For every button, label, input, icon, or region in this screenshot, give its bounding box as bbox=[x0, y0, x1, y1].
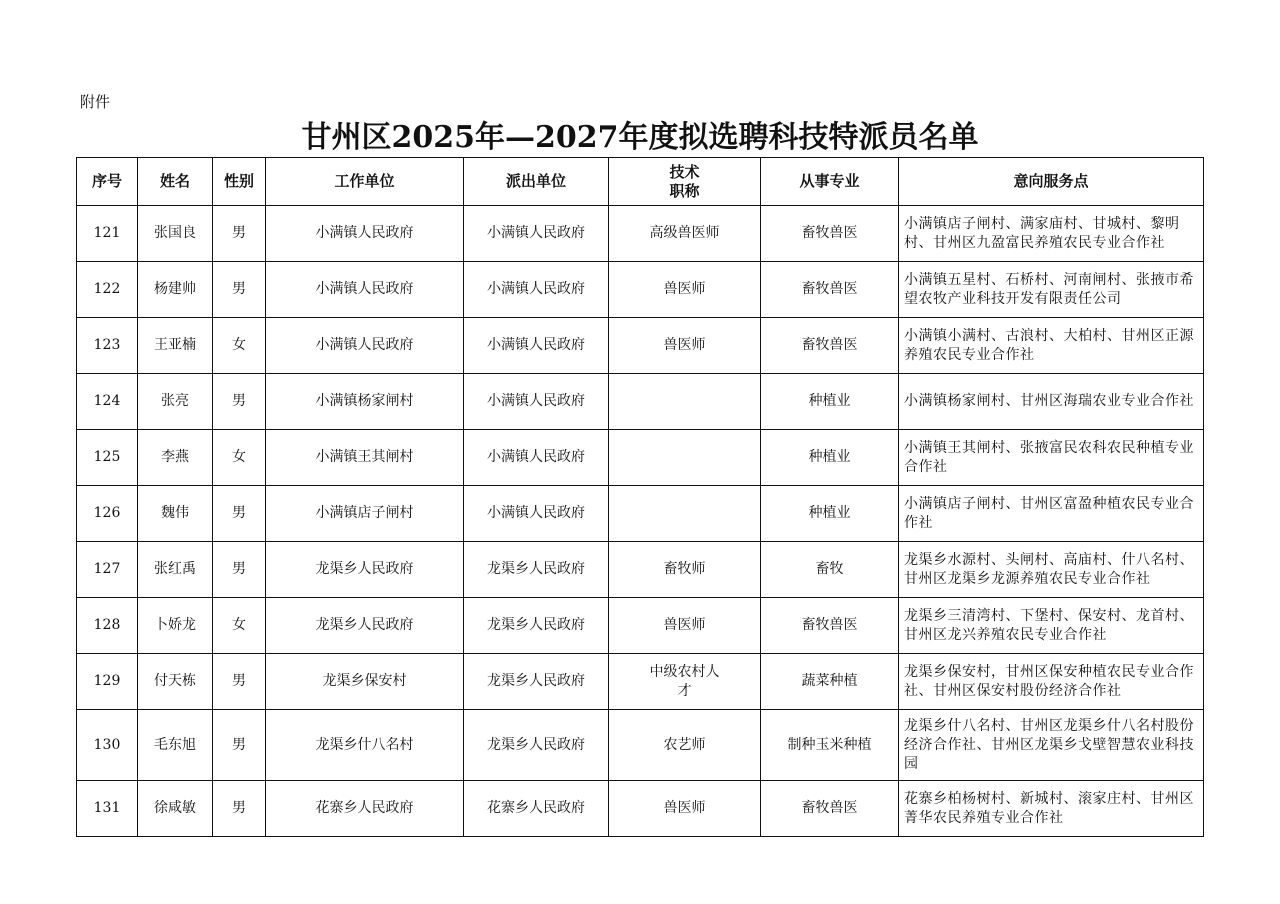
cell-name: 卜娇龙 bbox=[138, 598, 213, 654]
table-row bbox=[77, 318, 1204, 374]
cell-no: 121 bbox=[77, 206, 138, 262]
cell-specialty: 种植业 bbox=[761, 374, 899, 430]
cell-specialty: 畜牧兽医 bbox=[761, 262, 899, 318]
cell-technical-title: 中级农村人才 bbox=[609, 654, 761, 710]
cell-no: 130 bbox=[77, 710, 138, 781]
cell-dispatch-unit: 龙渠乡人民政府 bbox=[464, 598, 609, 654]
cell-dispatch-unit: 龙渠乡人民政府 bbox=[464, 654, 609, 710]
cell-dispatch-unit: 小满镇人民政府 bbox=[464, 486, 609, 542]
cell-specialty: 畜牧兽医 bbox=[761, 598, 899, 654]
cell-name: 毛东旭 bbox=[138, 710, 213, 781]
header-technical-title bbox=[609, 158, 761, 206]
cell-no: 123 bbox=[77, 318, 138, 374]
header-work-unit: 工作单位 bbox=[266, 158, 464, 206]
table-row bbox=[77, 654, 1204, 710]
cell-work-unit: 龙渠乡什八名村 bbox=[266, 710, 464, 781]
header-no: 序号 bbox=[77, 158, 138, 206]
table-body bbox=[77, 206, 1204, 837]
header-service-points: 意向服务点 bbox=[899, 158, 1204, 206]
cell-name: 魏伟 bbox=[138, 486, 213, 542]
header-name: 姓名 bbox=[138, 158, 213, 206]
cell-service-points: 龙渠乡什八名村、甘州区龙渠乡什八名村股份经济合作社、甘州区龙渠乡戈壁智慧农业科技园 bbox=[899, 710, 1204, 781]
cell-technical-title bbox=[609, 486, 761, 542]
cell-technical-title bbox=[609, 430, 761, 486]
table-row bbox=[77, 542, 1204, 598]
cell-gender: 男 bbox=[213, 542, 266, 598]
cell-dispatch-unit: 龙渠乡人民政府 bbox=[464, 542, 609, 598]
cell-gender: 男 bbox=[213, 486, 266, 542]
cell-service-points: 龙渠乡三清湾村、下堡村、保安村、龙首村、甘州区龙兴养殖农民专业合作社 bbox=[899, 598, 1204, 654]
cell-dispatch-unit: 小满镇人民政府 bbox=[464, 206, 609, 262]
cell-work-unit: 小满镇店子闸村 bbox=[266, 486, 464, 542]
header-dispatch-unit: 派出单位 bbox=[464, 158, 609, 206]
cell-name: 张红禹 bbox=[138, 542, 213, 598]
cell-gender: 男 bbox=[213, 374, 266, 430]
cell-dispatch-unit: 小满镇人民政府 bbox=[464, 318, 609, 374]
cell-no: 122 bbox=[77, 262, 138, 318]
table-row bbox=[77, 206, 1204, 262]
cell-name: 付天栋 bbox=[138, 654, 213, 710]
cell-work-unit: 小满镇人民政府 bbox=[266, 318, 464, 374]
cell-gender: 女 bbox=[213, 430, 266, 486]
cell-technical-title: 畜牧师 bbox=[609, 542, 761, 598]
cell-name: 徐咸敏 bbox=[138, 781, 213, 837]
table-row bbox=[77, 374, 1204, 430]
cell-dispatch-unit: 小满镇人民政府 bbox=[464, 430, 609, 486]
cell-gender: 女 bbox=[213, 318, 266, 374]
cell-work-unit: 花寨乡人民政府 bbox=[266, 781, 464, 837]
cell-service-points: 小满镇店子闸村、满家庙村、甘城村、黎明村、甘州区九盈富民养殖农民专业合作社 bbox=[899, 206, 1204, 262]
cell-dispatch-unit: 龙渠乡人民政府 bbox=[464, 710, 609, 781]
table-row bbox=[77, 262, 1204, 318]
cell-technical-title: 高级兽医师 bbox=[609, 206, 761, 262]
cell-specialty: 畜牧兽医 bbox=[761, 781, 899, 837]
cell-name: 李燕 bbox=[138, 430, 213, 486]
cell-name: 杨建帅 bbox=[138, 262, 213, 318]
cell-specialty: 畜牧 bbox=[761, 542, 899, 598]
cell-technical-title: 兽医师 bbox=[609, 318, 761, 374]
cell-dispatch-unit: 花寨乡人民政府 bbox=[464, 781, 609, 837]
cell-gender: 男 bbox=[213, 206, 266, 262]
cell-no: 127 bbox=[77, 542, 138, 598]
cell-specialty: 蔬菜种植 bbox=[761, 654, 899, 710]
cell-work-unit: 龙渠乡保安村 bbox=[266, 654, 464, 710]
header-title-line2: 职称 bbox=[669, 181, 700, 200]
table-row bbox=[77, 710, 1204, 781]
cell-name: 王亚楠 bbox=[138, 318, 213, 374]
cell-work-unit: 小满镇杨家闸村 bbox=[266, 374, 464, 430]
roster-table bbox=[76, 157, 1204, 837]
cell-no: 124 bbox=[77, 374, 138, 430]
cell-work-unit: 龙渠乡人民政府 bbox=[266, 598, 464, 654]
cell-gender: 女 bbox=[213, 598, 266, 654]
cell-technical-title: 兽医师 bbox=[609, 262, 761, 318]
cell-no: 129 bbox=[77, 654, 138, 710]
header-gender: 性别 bbox=[213, 158, 266, 206]
cell-service-points: 小满镇小满村、古浪村、大柏村、甘州区正源养殖农民专业合作社 bbox=[899, 318, 1204, 374]
cell-no: 128 bbox=[77, 598, 138, 654]
cell-service-points: 小满镇店子闸村、甘州区富盈种植农民专业合作社 bbox=[899, 486, 1204, 542]
header-specialty: 从事专业 bbox=[761, 158, 899, 206]
cell-specialty: 种植业 bbox=[761, 430, 899, 486]
cell-no: 131 bbox=[77, 781, 138, 837]
cell-name: 张国良 bbox=[138, 206, 213, 262]
cell-dispatch-unit: 小满镇人民政府 bbox=[464, 374, 609, 430]
cell-service-points: 龙渠乡水源村、头闸村、高庙村、什八名村、甘州区龙渠乡龙源养殖农民专业合作社 bbox=[899, 542, 1204, 598]
cell-specialty: 畜牧兽医 bbox=[761, 318, 899, 374]
cell-no: 125 bbox=[77, 430, 138, 486]
cell-service-points: 小满镇杨家闸村、甘州区海瑞农业专业合作社 bbox=[899, 374, 1204, 430]
cell-work-unit: 龙渠乡人民政府 bbox=[266, 542, 464, 598]
cell-technical-title bbox=[609, 374, 761, 430]
cell-name: 张亮 bbox=[138, 374, 213, 430]
table-header-row bbox=[77, 158, 1204, 206]
cell-specialty: 制种玉米种植 bbox=[761, 710, 899, 781]
table-row bbox=[77, 598, 1204, 654]
cell-work-unit: 小满镇王其闸村 bbox=[266, 430, 464, 486]
cell-gender: 男 bbox=[213, 781, 266, 837]
attachment-label: 附件 bbox=[80, 93, 111, 111]
cell-technical-title: 农艺师 bbox=[609, 710, 761, 781]
cell-dispatch-unit: 小满镇人民政府 bbox=[464, 262, 609, 318]
cell-work-unit: 小满镇人民政府 bbox=[266, 206, 464, 262]
cell-gender: 男 bbox=[213, 710, 266, 781]
cell-service-points: 花寨乡柏杨树村、新城村、滚家庄村、甘州区菁华农民养殖专业合作社 bbox=[899, 781, 1204, 837]
table-row bbox=[77, 430, 1204, 486]
cell-service-points: 小满镇五星村、石桥村、河南闸村、张掖市希望农牧产业科技开发有限责任公司 bbox=[899, 262, 1204, 318]
header-title-line1: 技术 bbox=[669, 162, 700, 181]
cell-technical-title: 兽医师 bbox=[609, 598, 761, 654]
cell-service-points: 龙渠乡保安村，甘州区保安种植农民专业合作社、甘州区保安村股份经济合作社 bbox=[899, 654, 1204, 710]
table-row bbox=[77, 486, 1204, 542]
table-row bbox=[77, 781, 1204, 837]
cell-technical-title: 兽医师 bbox=[609, 781, 761, 837]
cell-gender: 男 bbox=[213, 262, 266, 318]
cell-gender: 男 bbox=[213, 654, 266, 710]
cell-specialty: 畜牧兽医 bbox=[761, 206, 899, 262]
document-title: 甘州区2025年—2027年度拟选聘科技特派员名单 bbox=[301, 120, 979, 155]
cell-specialty: 种植业 bbox=[761, 486, 899, 542]
cell-no: 126 bbox=[77, 486, 138, 542]
cell-service-points: 小满镇王其闸村、张掖富民农科农民种植专业合作社 bbox=[899, 430, 1204, 486]
cell-work-unit: 小满镇人民政府 bbox=[266, 262, 464, 318]
